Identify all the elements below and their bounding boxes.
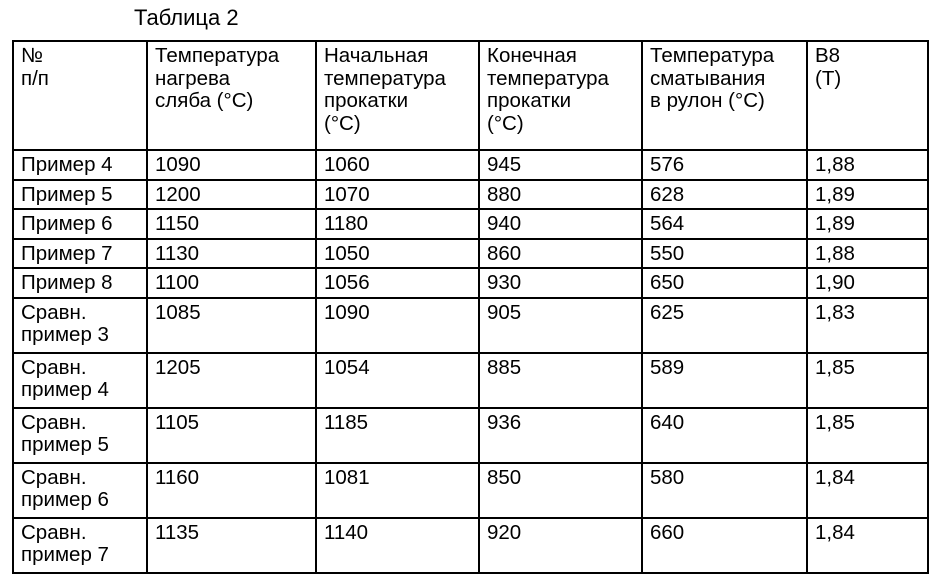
row-label: Пример 6 — [13, 209, 147, 239]
slab-temperature-cell: 1205 — [147, 353, 316, 408]
row-label: Пример 7 — [13, 239, 147, 269]
b8-cell: 1,88 — [807, 150, 928, 180]
coiling-temperature-cell: 550 — [642, 239, 807, 269]
coiling-temperature-cell: 564 — [642, 209, 807, 239]
b8-cell: 1,84 — [807, 463, 928, 518]
table-row — [13, 353, 928, 408]
finish-rolling-temperature-cell: 930 — [479, 268, 642, 298]
row-label: Пример 8 — [13, 268, 147, 298]
b8-cell: 1,85 — [807, 353, 928, 408]
coiling-temperature-cell: 576 — [642, 150, 807, 180]
slab-temperature-cell: 1130 — [147, 239, 316, 269]
header-cell-finish-rolling-temperature: Конечная температура прокатки (°С) — [479, 41, 642, 150]
finish-rolling-temperature-cell: 850 — [479, 463, 642, 518]
start-rolling-temperature-cell: 1056 — [316, 268, 479, 298]
row-label: Сравн. пример 4 — [13, 353, 147, 408]
slab-temperature-cell: 1090 — [147, 150, 316, 180]
finish-rolling-temperature-cell: 885 — [479, 353, 642, 408]
start-rolling-temperature-cell: 1185 — [316, 408, 479, 463]
start-rolling-temperature-cell: 1081 — [316, 463, 479, 518]
b8-cell: 1,90 — [807, 268, 928, 298]
coiling-temperature-cell: 650 — [642, 268, 807, 298]
table-row — [13, 180, 928, 210]
finish-rolling-temperature-cell: 920 — [479, 518, 642, 573]
header-cell-coiling-temperature: Температура сматывания в рулон (°С) — [642, 41, 807, 150]
finish-rolling-temperature-cell: 905 — [479, 298, 642, 353]
slab-temperature-cell: 1160 — [147, 463, 316, 518]
slab-temperature-cell: 1105 — [147, 408, 316, 463]
row-label: Сравн. пример 6 — [13, 463, 147, 518]
b8-cell: 1,85 — [807, 408, 928, 463]
row-label: Сравн. пример 3 — [13, 298, 147, 353]
row-label: Сравн. пример 5 — [13, 408, 147, 463]
b8-cell: 1,83 — [807, 298, 928, 353]
start-rolling-temperature-cell: 1060 — [316, 150, 479, 180]
table-row — [13, 239, 928, 269]
row-label: Пример 4 — [13, 150, 147, 180]
finish-rolling-temperature-cell: 940 — [479, 209, 642, 239]
start-rolling-temperature-cell: 1054 — [316, 353, 479, 408]
header-cell-start-rolling-temperature: Начальная температура прокатки (°С) — [316, 41, 479, 150]
slab-temperature-cell: 1150 — [147, 209, 316, 239]
start-rolling-temperature-cell: 1180 — [316, 209, 479, 239]
start-rolling-temperature-cell: 1050 — [316, 239, 479, 269]
row-label: Пример 5 — [13, 180, 147, 210]
finish-rolling-temperature-cell: 945 — [479, 150, 642, 180]
slab-temperature-cell: 1100 — [147, 268, 316, 298]
b8-cell: 1,88 — [807, 239, 928, 269]
start-rolling-temperature-cell: 1090 — [316, 298, 479, 353]
start-rolling-temperature-cell: 1140 — [316, 518, 479, 573]
coiling-temperature-cell: 660 — [642, 518, 807, 573]
table-row — [13, 298, 928, 353]
slab-temperature-cell: 1200 — [147, 180, 316, 210]
b8-cell: 1,89 — [807, 209, 928, 239]
table-row — [13, 518, 928, 573]
coiling-temperature-cell: 640 — [642, 408, 807, 463]
finish-rolling-temperature-cell: 936 — [479, 408, 642, 463]
coiling-temperature-cell: 625 — [642, 298, 807, 353]
table-row — [13, 209, 928, 239]
table-caption: Таблица 2 — [134, 5, 239, 30]
header-cell-b8: В8 (Т) — [807, 41, 928, 150]
data-table — [12, 40, 929, 574]
table-row — [13, 150, 928, 180]
finish-rolling-temperature-cell: 860 — [479, 239, 642, 269]
table-row — [13, 408, 928, 463]
slab-temperature-cell: 1135 — [147, 518, 316, 573]
header-cell-slab-temperature: Температура нагрева сляба (°С) — [147, 41, 316, 150]
start-rolling-temperature-cell: 1070 — [316, 180, 479, 210]
header-cell-number: № п/п — [13, 41, 147, 150]
row-label: Сравн. пример 7 — [13, 518, 147, 573]
table-row — [13, 463, 928, 518]
b8-cell: 1,84 — [807, 518, 928, 573]
slab-temperature-cell: 1085 — [147, 298, 316, 353]
header-row — [13, 41, 928, 150]
b8-cell: 1,89 — [807, 180, 928, 210]
coiling-temperature-cell: 628 — [642, 180, 807, 210]
coiling-temperature-cell: 580 — [642, 463, 807, 518]
finish-rolling-temperature-cell: 880 — [479, 180, 642, 210]
coiling-temperature-cell: 589 — [642, 353, 807, 408]
table-row — [13, 268, 928, 298]
